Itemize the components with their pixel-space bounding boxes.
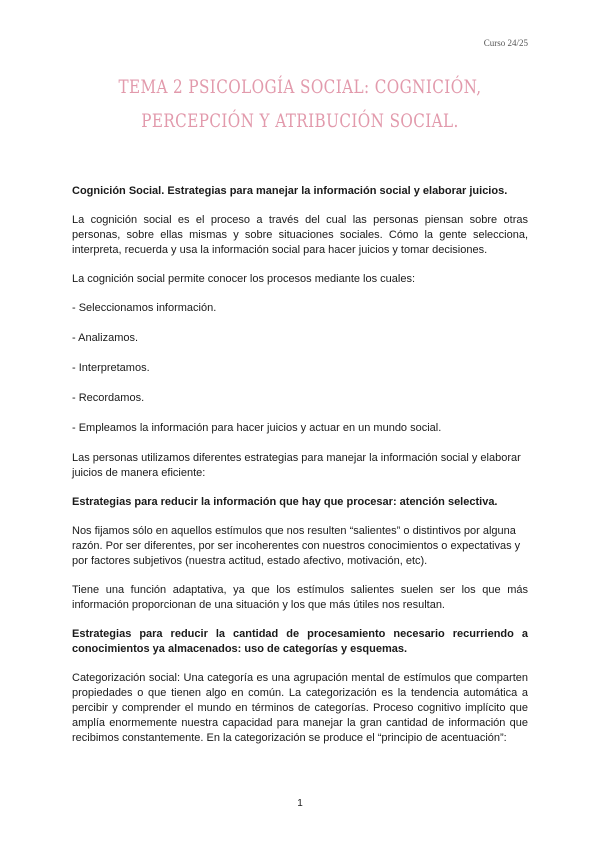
paragraph-strategies-intro: Las personas utilizamos diferentes estrategias para manejar la información social y elaborar juicios de manera eficiente: [72, 452, 521, 479]
paragraph-categorizacion: Categorización social: Una categoría es una agrupación mental de estímulos que comparten propiedades o que tienen algo en común. La categorización es la tendencia automática a percibir y comprender el mundo en términos de categorías. Proceso cognitivo implícito que amplía enormemente nuestra capacidad para manejar la gran cantidad de información que recibimos constantemente. En la categorización se produce el “principio de acentuación”: [72, 672, 528, 744]
list-item: - Seleccionamos información. [72, 302, 217, 314]
list-item: - Empleamos la información para hacer juicios y actuar en un mundo social. [72, 422, 442, 434]
page-number: 1 [297, 798, 303, 809]
paragraph-salient-stimuli: Nos fijamos sólo en aquellos estímulos que nos resulten “salientes” o distintivos por alguna razón. Por ser diferentes, por ser incoherentes con nuestros conocimientos o expectativas y por factores subjetivos (nuestra actitud, estado afectivo, motivación, etc). [72, 525, 521, 567]
document-body [72, 184, 528, 760]
paragraph-adaptive-function: Tiene una función adaptativa, ya que los estímulos salientes suelen ser los que más información proporcionan de una situación y los que más útiles nos resultan. [72, 584, 528, 611]
paragraph-definition: La cognición social es el proceso a través del cual las personas piensan sobre otras personas, sobre ellas mismas y sobre situaciones sociales. Cómo la gente selecciona, interpreta, recuerda y usa la información social para hacer juicios y tomar decisiones. [72, 214, 528, 256]
list-item: - Analizamos. [72, 332, 139, 344]
course-label: Curso 24/25 [483, 38, 528, 48]
section-heading-cognicion-social: Cognición Social. Estrategias para manejar la información social y elaborar juicios. [72, 185, 508, 197]
paragraph-processes-intro: La cognición social permite conocer los procesos mediante los cuales: [72, 273, 416, 285]
list-item: - Interpretamos. [72, 362, 150, 374]
page-title: TEMA 2 PSICOLOGÍA SOCIAL: COGNICIÓN, PERCEPCIÓN Y ATRIBUCIÓN SOCIAL. [118, 76, 482, 132]
section-heading-categorias-esquemas: Estrategias para reducir la cantidad de procesamiento necesario recurriendo a conocimientos ya almacenados: uso de categorías y esquemas. [72, 628, 528, 655]
section-heading-atencion-selectiva: Estrategias para reducir la información que hay que procesar: atención selectiva. [72, 496, 498, 508]
list-item: - Recordamos. [72, 392, 145, 404]
